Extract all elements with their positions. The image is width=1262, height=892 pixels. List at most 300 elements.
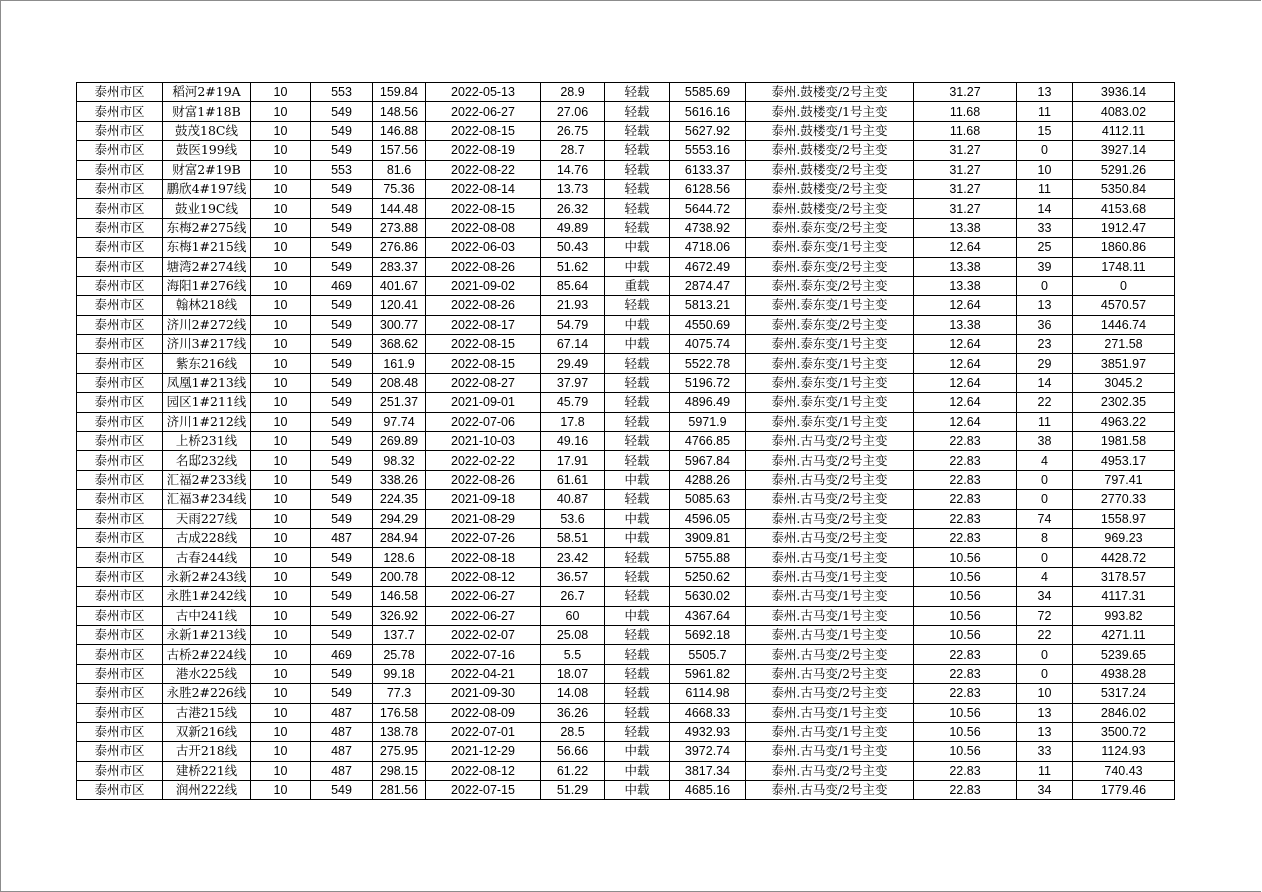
area-cell: 泰州市区	[77, 121, 163, 140]
available-capacity-cell: 5196.72	[670, 373, 746, 392]
transformer-load-cell: 31.27	[914, 179, 1017, 198]
transformer-load-cell: 31.27	[914, 141, 1017, 160]
date-cell: 2022-05-13	[426, 83, 541, 102]
remaining-capacity-cell: 4428.72	[1073, 548, 1175, 567]
table-row	[77, 432, 1175, 451]
load-rate-cell: 5.5	[541, 645, 605, 664]
count-cell: 13	[1017, 703, 1073, 722]
table-row	[77, 567, 1175, 586]
line-name-cell: 古港215线	[163, 703, 251, 722]
transformer-cell: 泰州.鼓楼变/1号主变	[746, 121, 914, 140]
voltage-cell: 10	[251, 703, 311, 722]
date-cell: 2022-02-07	[426, 625, 541, 644]
current-cell: 338.26	[373, 470, 426, 489]
table-row	[77, 102, 1175, 121]
load-rate-cell: 28.5	[541, 722, 605, 741]
area-cell: 泰州市区	[77, 160, 163, 179]
count-cell: 0	[1017, 664, 1073, 683]
remaining-capacity-cell: 1860.86	[1073, 238, 1175, 257]
date-cell: 2022-08-09	[426, 703, 541, 722]
remaining-capacity-cell: 4953.17	[1073, 451, 1175, 470]
count-cell: 33	[1017, 742, 1073, 761]
capacity-cell: 549	[311, 373, 373, 392]
table-row	[77, 625, 1175, 644]
available-capacity-cell: 5585.69	[670, 83, 746, 102]
line-name-cell: 鼓茂18C线	[163, 121, 251, 140]
count-cell: 25	[1017, 238, 1073, 257]
transformer-load-cell: 22.83	[914, 528, 1017, 547]
area-cell: 泰州市区	[77, 722, 163, 741]
transformer-cell: 泰州.泰东变/1号主变	[746, 335, 914, 354]
load-rate-cell: 25.08	[541, 625, 605, 644]
area-cell: 泰州市区	[77, 606, 163, 625]
remaining-capacity-cell: 4570.57	[1073, 296, 1175, 315]
transformer-cell: 泰州.古马变/2号主变	[746, 761, 914, 780]
capacity-cell: 549	[311, 296, 373, 315]
transformer-load-cell: 11.68	[914, 121, 1017, 140]
current-cell: 159.84	[373, 83, 426, 102]
capacity-cell: 549	[311, 218, 373, 237]
transformer-cell: 泰州.古马变/1号主变	[746, 742, 914, 761]
transformer-cell: 泰州.泰东变/2号主变	[746, 315, 914, 334]
load-rate-cell: 61.61	[541, 470, 605, 489]
area-cell: 泰州市区	[77, 548, 163, 567]
area-cell: 泰州市区	[77, 664, 163, 683]
transformer-cell: 泰州.泰东变/2号主变	[746, 218, 914, 237]
line-name-cell: 财富2#19B	[163, 160, 251, 179]
area-cell: 泰州市区	[77, 335, 163, 354]
capacity-cell: 549	[311, 432, 373, 451]
remaining-capacity-cell: 2302.35	[1073, 393, 1175, 412]
load-rate-cell: 51.62	[541, 257, 605, 276]
available-capacity-cell: 6133.37	[670, 160, 746, 179]
date-cell: 2021-09-18	[426, 490, 541, 509]
date-cell: 2021-12-29	[426, 742, 541, 761]
transformer-load-cell: 10.56	[914, 606, 1017, 625]
transformer-cell: 泰州.古马变/2号主变	[746, 645, 914, 664]
voltage-cell: 10	[251, 257, 311, 276]
area-cell: 泰州市区	[77, 432, 163, 451]
table-row	[77, 761, 1175, 780]
remaining-capacity-cell: 740.43	[1073, 761, 1175, 780]
load-status-cell: 轻载	[605, 645, 670, 664]
date-cell: 2022-08-15	[426, 199, 541, 218]
area-cell: 泰州市区	[77, 781, 163, 800]
capacity-cell: 549	[311, 315, 373, 334]
date-cell: 2022-06-27	[426, 606, 541, 625]
capacity-cell: 549	[311, 606, 373, 625]
count-cell: 34	[1017, 587, 1073, 606]
line-name-cell: 济川3#217线	[163, 335, 251, 354]
area-cell: 泰州市区	[77, 257, 163, 276]
remaining-capacity-cell: 2846.02	[1073, 703, 1175, 722]
area-cell: 泰州市区	[77, 509, 163, 528]
voltage-cell: 10	[251, 606, 311, 625]
transformer-cell: 泰州.古马变/1号主变	[746, 625, 914, 644]
transformer-load-cell: 13.38	[914, 218, 1017, 237]
load-status-cell: 轻载	[605, 412, 670, 431]
transformer-cell: 泰州.泰东变/1号主变	[746, 393, 914, 412]
current-cell: 128.6	[373, 548, 426, 567]
count-cell: 11	[1017, 102, 1073, 121]
load-rate-cell: 67.14	[541, 335, 605, 354]
date-cell: 2022-07-06	[426, 412, 541, 431]
load-rate-cell: 14.76	[541, 160, 605, 179]
count-cell: 13	[1017, 722, 1073, 741]
current-cell: 77.3	[373, 684, 426, 703]
table-row	[77, 645, 1175, 664]
remaining-capacity-cell: 1779.46	[1073, 781, 1175, 800]
voltage-cell: 10	[251, 684, 311, 703]
transformer-load-cell: 12.64	[914, 373, 1017, 392]
available-capacity-cell: 5250.62	[670, 567, 746, 586]
available-capacity-cell: 5553.16	[670, 141, 746, 160]
date-cell: 2022-07-01	[426, 722, 541, 741]
date-cell: 2022-07-16	[426, 645, 541, 664]
table-row	[77, 722, 1175, 741]
area-cell: 泰州市区	[77, 199, 163, 218]
current-cell: 146.58	[373, 587, 426, 606]
count-cell: 0	[1017, 645, 1073, 664]
count-cell: 10	[1017, 160, 1073, 179]
transformer-cell: 泰州.古马变/1号主变	[746, 587, 914, 606]
date-cell: 2021-09-01	[426, 393, 541, 412]
date-cell: 2021-10-03	[426, 432, 541, 451]
load-status-cell: 轻载	[605, 199, 670, 218]
area-cell: 泰州市区	[77, 645, 163, 664]
table-row	[77, 373, 1175, 392]
voltage-cell: 10	[251, 664, 311, 683]
capacity-cell: 487	[311, 742, 373, 761]
current-cell: 97.74	[373, 412, 426, 431]
current-cell: 401.67	[373, 276, 426, 295]
current-cell: 251.37	[373, 393, 426, 412]
load-rate-cell: 40.87	[541, 490, 605, 509]
available-capacity-cell: 4550.69	[670, 315, 746, 334]
line-name-cell: 东梅2#275线	[163, 218, 251, 237]
load-status-cell: 中载	[605, 606, 670, 625]
current-cell: 284.94	[373, 528, 426, 547]
available-capacity-cell: 4685.16	[670, 781, 746, 800]
remaining-capacity-cell: 1124.93	[1073, 742, 1175, 761]
available-capacity-cell: 3817.34	[670, 761, 746, 780]
transformer-load-cell: 22.83	[914, 451, 1017, 470]
load-rate-cell: 45.79	[541, 393, 605, 412]
line-name-cell: 鼓业19C线	[163, 199, 251, 218]
voltage-cell: 10	[251, 335, 311, 354]
table-row	[77, 548, 1175, 567]
current-cell: 81.6	[373, 160, 426, 179]
area-cell: 泰州市区	[77, 625, 163, 644]
current-cell: 300.77	[373, 315, 426, 334]
load-status-cell: 轻载	[605, 373, 670, 392]
table-row	[77, 684, 1175, 703]
remaining-capacity-cell: 3178.57	[1073, 567, 1175, 586]
table-row	[77, 393, 1175, 412]
available-capacity-cell: 5505.7	[670, 645, 746, 664]
available-capacity-cell: 4766.85	[670, 432, 746, 451]
count-cell: 4	[1017, 451, 1073, 470]
load-status-cell: 中载	[605, 781, 670, 800]
load-rate-cell: 37.97	[541, 373, 605, 392]
available-capacity-cell: 4932.93	[670, 722, 746, 741]
load-status-cell: 中载	[605, 509, 670, 528]
load-status-cell: 中载	[605, 528, 670, 547]
line-name-cell: 永新1#213线	[163, 625, 251, 644]
area-cell: 泰州市区	[77, 761, 163, 780]
table-row	[77, 703, 1175, 722]
load-status-cell: 轻载	[605, 548, 670, 567]
table-row	[77, 528, 1175, 547]
available-capacity-cell: 5755.88	[670, 548, 746, 567]
line-name-cell: 港水225线	[163, 664, 251, 683]
capacity-cell: 549	[311, 470, 373, 489]
transformer-load-cell: 13.38	[914, 315, 1017, 334]
transformer-cell: 泰州.古马变/2号主变	[746, 451, 914, 470]
transformer-cell: 泰州.古马变/2号主变	[746, 781, 914, 800]
date-cell: 2022-07-26	[426, 528, 541, 547]
current-cell: 273.88	[373, 218, 426, 237]
available-capacity-cell: 3972.74	[670, 742, 746, 761]
load-status-cell: 轻载	[605, 160, 670, 179]
transformer-cell: 泰州.泰东变/1号主变	[746, 412, 914, 431]
area-cell: 泰州市区	[77, 684, 163, 703]
capacity-cell: 549	[311, 490, 373, 509]
current-cell: 75.36	[373, 179, 426, 198]
area-cell: 泰州市区	[77, 742, 163, 761]
current-cell: 326.92	[373, 606, 426, 625]
capacity-cell: 469	[311, 276, 373, 295]
area-cell: 泰州市区	[77, 83, 163, 102]
remaining-capacity-cell: 4083.02	[1073, 102, 1175, 121]
voltage-cell: 10	[251, 722, 311, 741]
available-capacity-cell: 4288.26	[670, 470, 746, 489]
voltage-cell: 10	[251, 567, 311, 586]
capacity-cell: 549	[311, 587, 373, 606]
count-cell: 0	[1017, 141, 1073, 160]
load-rate-cell: 27.06	[541, 102, 605, 121]
capacity-cell: 487	[311, 528, 373, 547]
transformer-cell: 泰州.泰东变/1号主变	[746, 354, 914, 373]
capacity-cell: 549	[311, 451, 373, 470]
capacity-cell: 549	[311, 548, 373, 567]
current-cell: 208.48	[373, 373, 426, 392]
transformer-cell: 泰州.古马变/2号主变	[746, 509, 914, 528]
transformer-cell: 泰州.古马变/1号主变	[746, 703, 914, 722]
capacity-cell: 549	[311, 102, 373, 121]
line-name-cell: 翰林218线	[163, 296, 251, 315]
load-status-cell: 中载	[605, 761, 670, 780]
date-cell: 2022-08-12	[426, 567, 541, 586]
remaining-capacity-cell: 3851.97	[1073, 354, 1175, 373]
load-rate-cell: 53.6	[541, 509, 605, 528]
line-name-cell: 上桥231线	[163, 432, 251, 451]
table-row	[77, 218, 1175, 237]
load-status-cell: 轻载	[605, 218, 670, 237]
date-cell: 2022-08-26	[426, 257, 541, 276]
current-cell: 144.48	[373, 199, 426, 218]
voltage-cell: 10	[251, 587, 311, 606]
load-status-cell: 轻载	[605, 102, 670, 121]
remaining-capacity-cell: 3045.2	[1073, 373, 1175, 392]
date-cell: 2022-08-15	[426, 335, 541, 354]
current-cell: 275.95	[373, 742, 426, 761]
date-cell: 2022-07-15	[426, 781, 541, 800]
voltage-cell: 10	[251, 393, 311, 412]
voltage-cell: 10	[251, 373, 311, 392]
capacity-cell: 549	[311, 567, 373, 586]
date-cell: 2022-08-26	[426, 470, 541, 489]
remaining-capacity-cell: 5317.24	[1073, 684, 1175, 703]
transformer-cell: 泰州.鼓楼变/2号主变	[746, 199, 914, 218]
transformer-load-cell: 10.56	[914, 722, 1017, 741]
area-cell: 泰州市区	[77, 451, 163, 470]
available-capacity-cell: 5644.72	[670, 199, 746, 218]
load-status-cell: 轻载	[605, 393, 670, 412]
capacity-cell: 549	[311, 412, 373, 431]
count-cell: 0	[1017, 548, 1073, 567]
date-cell: 2022-08-27	[426, 373, 541, 392]
voltage-cell: 10	[251, 742, 311, 761]
date-cell: 2022-08-15	[426, 354, 541, 373]
remaining-capacity-cell: 3500.72	[1073, 722, 1175, 741]
line-name-cell: 永胜2#226线	[163, 684, 251, 703]
table-row	[77, 199, 1175, 218]
voltage-cell: 10	[251, 548, 311, 567]
capacity-cell: 549	[311, 238, 373, 257]
line-name-cell: 塘湾2#274线	[163, 257, 251, 276]
load-status-cell: 中载	[605, 315, 670, 334]
transformer-load-cell: 10.56	[914, 703, 1017, 722]
current-cell: 138.78	[373, 722, 426, 741]
capacity-cell: 549	[311, 393, 373, 412]
table-row	[77, 257, 1175, 276]
feeder-load-table	[76, 82, 1175, 800]
line-name-cell: 鹏欣4#197线	[163, 179, 251, 198]
load-rate-cell: 56.66	[541, 742, 605, 761]
voltage-cell: 10	[251, 509, 311, 528]
table-row	[77, 781, 1175, 800]
load-rate-cell: 36.26	[541, 703, 605, 722]
capacity-cell: 549	[311, 781, 373, 800]
transformer-load-cell: 31.27	[914, 160, 1017, 179]
load-rate-cell: 50.43	[541, 238, 605, 257]
area-cell: 泰州市区	[77, 393, 163, 412]
transformer-cell: 泰州.鼓楼变/2号主变	[746, 141, 914, 160]
table-row	[77, 179, 1175, 198]
capacity-cell: 487	[311, 722, 373, 741]
remaining-capacity-cell: 0	[1073, 276, 1175, 295]
transformer-cell: 泰州.泰东变/2号主变	[746, 276, 914, 295]
area-cell: 泰州市区	[77, 587, 163, 606]
remaining-capacity-cell: 3936.14	[1073, 83, 1175, 102]
capacity-cell: 487	[311, 703, 373, 722]
count-cell: 36	[1017, 315, 1073, 334]
area-cell: 泰州市区	[77, 470, 163, 489]
line-name-cell: 紫东216线	[163, 354, 251, 373]
load-status-cell: 轻载	[605, 296, 670, 315]
transformer-load-cell: 10.56	[914, 587, 1017, 606]
line-name-cell: 财富1#18B	[163, 102, 251, 121]
line-name-cell: 古开218线	[163, 742, 251, 761]
remaining-capacity-cell: 797.41	[1073, 470, 1175, 489]
table-row	[77, 664, 1175, 683]
voltage-cell: 10	[251, 141, 311, 160]
capacity-cell: 487	[311, 761, 373, 780]
remaining-capacity-cell: 4938.28	[1073, 664, 1175, 683]
capacity-cell: 549	[311, 335, 373, 354]
transformer-cell: 泰州.古马变/2号主变	[746, 528, 914, 547]
transformer-load-cell: 12.64	[914, 238, 1017, 257]
load-status-cell: 中载	[605, 742, 670, 761]
count-cell: 34	[1017, 781, 1073, 800]
available-capacity-cell: 5085.63	[670, 490, 746, 509]
line-name-cell: 古春244线	[163, 548, 251, 567]
voltage-cell: 10	[251, 199, 311, 218]
count-cell: 39	[1017, 257, 1073, 276]
load-rate-cell: 49.16	[541, 432, 605, 451]
date-cell: 2022-02-22	[426, 451, 541, 470]
load-status-cell: 轻载	[605, 684, 670, 703]
transformer-load-cell: 22.83	[914, 509, 1017, 528]
load-rate-cell: 21.93	[541, 296, 605, 315]
transformer-load-cell: 10.56	[914, 625, 1017, 644]
load-rate-cell: 26.32	[541, 199, 605, 218]
count-cell: 0	[1017, 470, 1073, 489]
capacity-cell: 553	[311, 83, 373, 102]
voltage-cell: 10	[251, 781, 311, 800]
load-rate-cell: 17.91	[541, 451, 605, 470]
area-cell: 泰州市区	[77, 218, 163, 237]
count-cell: 15	[1017, 121, 1073, 140]
count-cell: 10	[1017, 684, 1073, 703]
table-row	[77, 354, 1175, 373]
current-cell: 146.88	[373, 121, 426, 140]
area-cell: 泰州市区	[77, 315, 163, 334]
load-status-cell: 轻载	[605, 121, 670, 140]
load-rate-cell: 26.75	[541, 121, 605, 140]
remaining-capacity-cell: 4153.68	[1073, 199, 1175, 218]
transformer-load-cell: 12.64	[914, 412, 1017, 431]
available-capacity-cell: 5971.9	[670, 412, 746, 431]
remaining-capacity-cell: 1748.11	[1073, 257, 1175, 276]
voltage-cell: 10	[251, 490, 311, 509]
available-capacity-cell: 3909.81	[670, 528, 746, 547]
line-name-cell: 汇福3#234线	[163, 490, 251, 509]
load-rate-cell: 61.22	[541, 761, 605, 780]
current-cell: 137.7	[373, 625, 426, 644]
available-capacity-cell: 5627.92	[670, 121, 746, 140]
load-status-cell: 轻载	[605, 587, 670, 606]
available-capacity-cell: 4738.92	[670, 218, 746, 237]
available-capacity-cell: 5522.78	[670, 354, 746, 373]
voltage-cell: 10	[251, 218, 311, 237]
load-status-cell: 轻载	[605, 625, 670, 644]
date-cell: 2022-08-14	[426, 179, 541, 198]
transformer-load-cell: 22.83	[914, 664, 1017, 683]
remaining-capacity-cell: 969.23	[1073, 528, 1175, 547]
area-cell: 泰州市区	[77, 490, 163, 509]
table-row	[77, 160, 1175, 179]
transformer-cell: 泰州.泰东变/1号主变	[746, 373, 914, 392]
count-cell: 23	[1017, 335, 1073, 354]
transformer-load-cell: 22.83	[914, 645, 1017, 664]
load-status-cell: 轻载	[605, 722, 670, 741]
load-rate-cell: 51.29	[541, 781, 605, 800]
area-cell: 泰州市区	[77, 238, 163, 257]
transformer-load-cell: 22.83	[914, 490, 1017, 509]
transformer-load-cell: 22.83	[914, 684, 1017, 703]
